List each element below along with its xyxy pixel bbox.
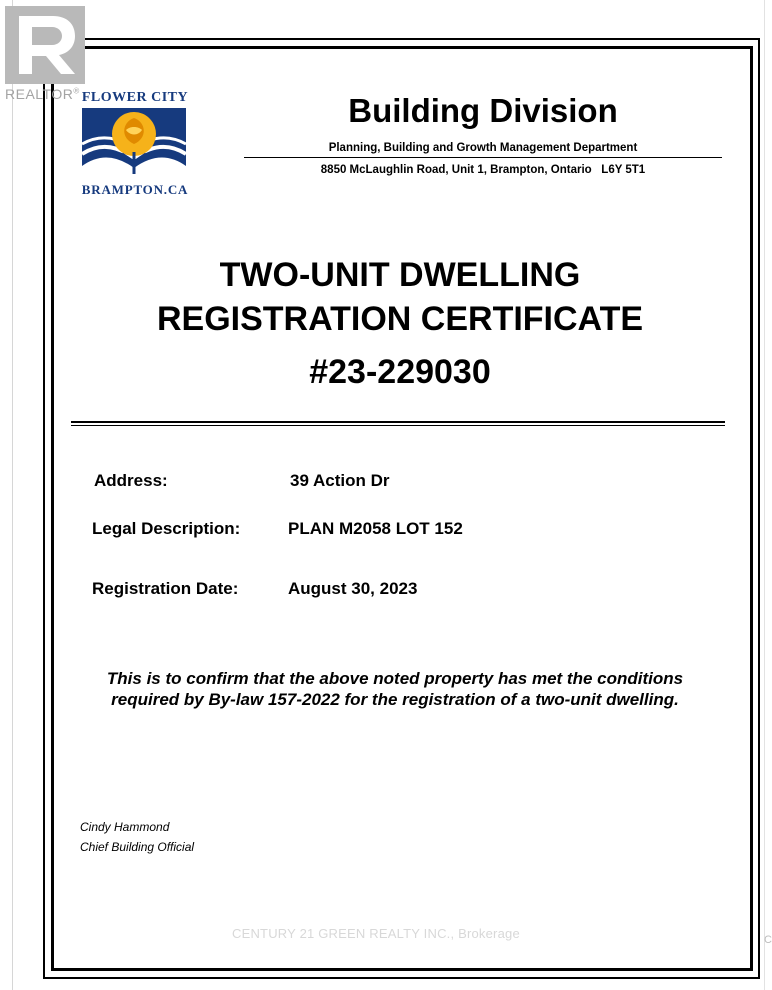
section-divider [71,421,725,423]
address-label: Address: [94,471,168,490]
address-value: 39 Action Dr [290,471,390,490]
certificate-title-line1: TWO-UNIT DWELLING [219,256,581,294]
realtor-r-logo-icon [5,6,85,84]
legal-description-label: Legal Description: [92,519,241,538]
logo-top-text: FLOWER CITY [81,90,189,105]
signatory-title: Chief Building Official [80,840,195,854]
section-divider-thin [71,425,725,426]
department-address: 8850 McLaughlin Road, Unit 1, Brampton, Ontario L6Y 5T1 [320,164,646,176]
registration-date-label: Registration Date: [92,579,239,598]
registration-date-value: August 30, 2023 [288,579,418,598]
brokerage-watermark: CENTURY 21 GREEN REALTY INC., Brokerage [232,926,520,941]
brampton-flower-logo-icon [82,108,186,180]
edge-character: C [764,934,772,946]
division-title: Building Division [348,92,618,129]
page-right-edge [764,0,765,990]
page-left-edge [12,0,13,990]
certificate-title [80,253,720,341]
header-divider [244,157,722,158]
signatory-name: Cindy Hammond [80,820,170,834]
brampton-logo [80,90,190,202]
legal-description-value: PLAN M2058 LOT 152 [288,519,463,538]
department-name: Planning, Building and Growth Management Department [328,142,638,154]
certificate-number: #23-229030 [309,353,491,391]
certificate-title-line2: REGISTRATION CERTIFICATE [156,300,644,338]
realtor-label: REALTOR® [5,86,80,102]
confirmation-line1: This is to confirm that the above noted property has met the conditions [106,669,684,688]
confirmation-line2: required by By-law 157-2022 for the registration of a two-unit dwelling. [111,690,679,709]
logo-bottom-text: BRAMPTON.CA [81,182,189,197]
confirmation-statement [80,668,710,710]
